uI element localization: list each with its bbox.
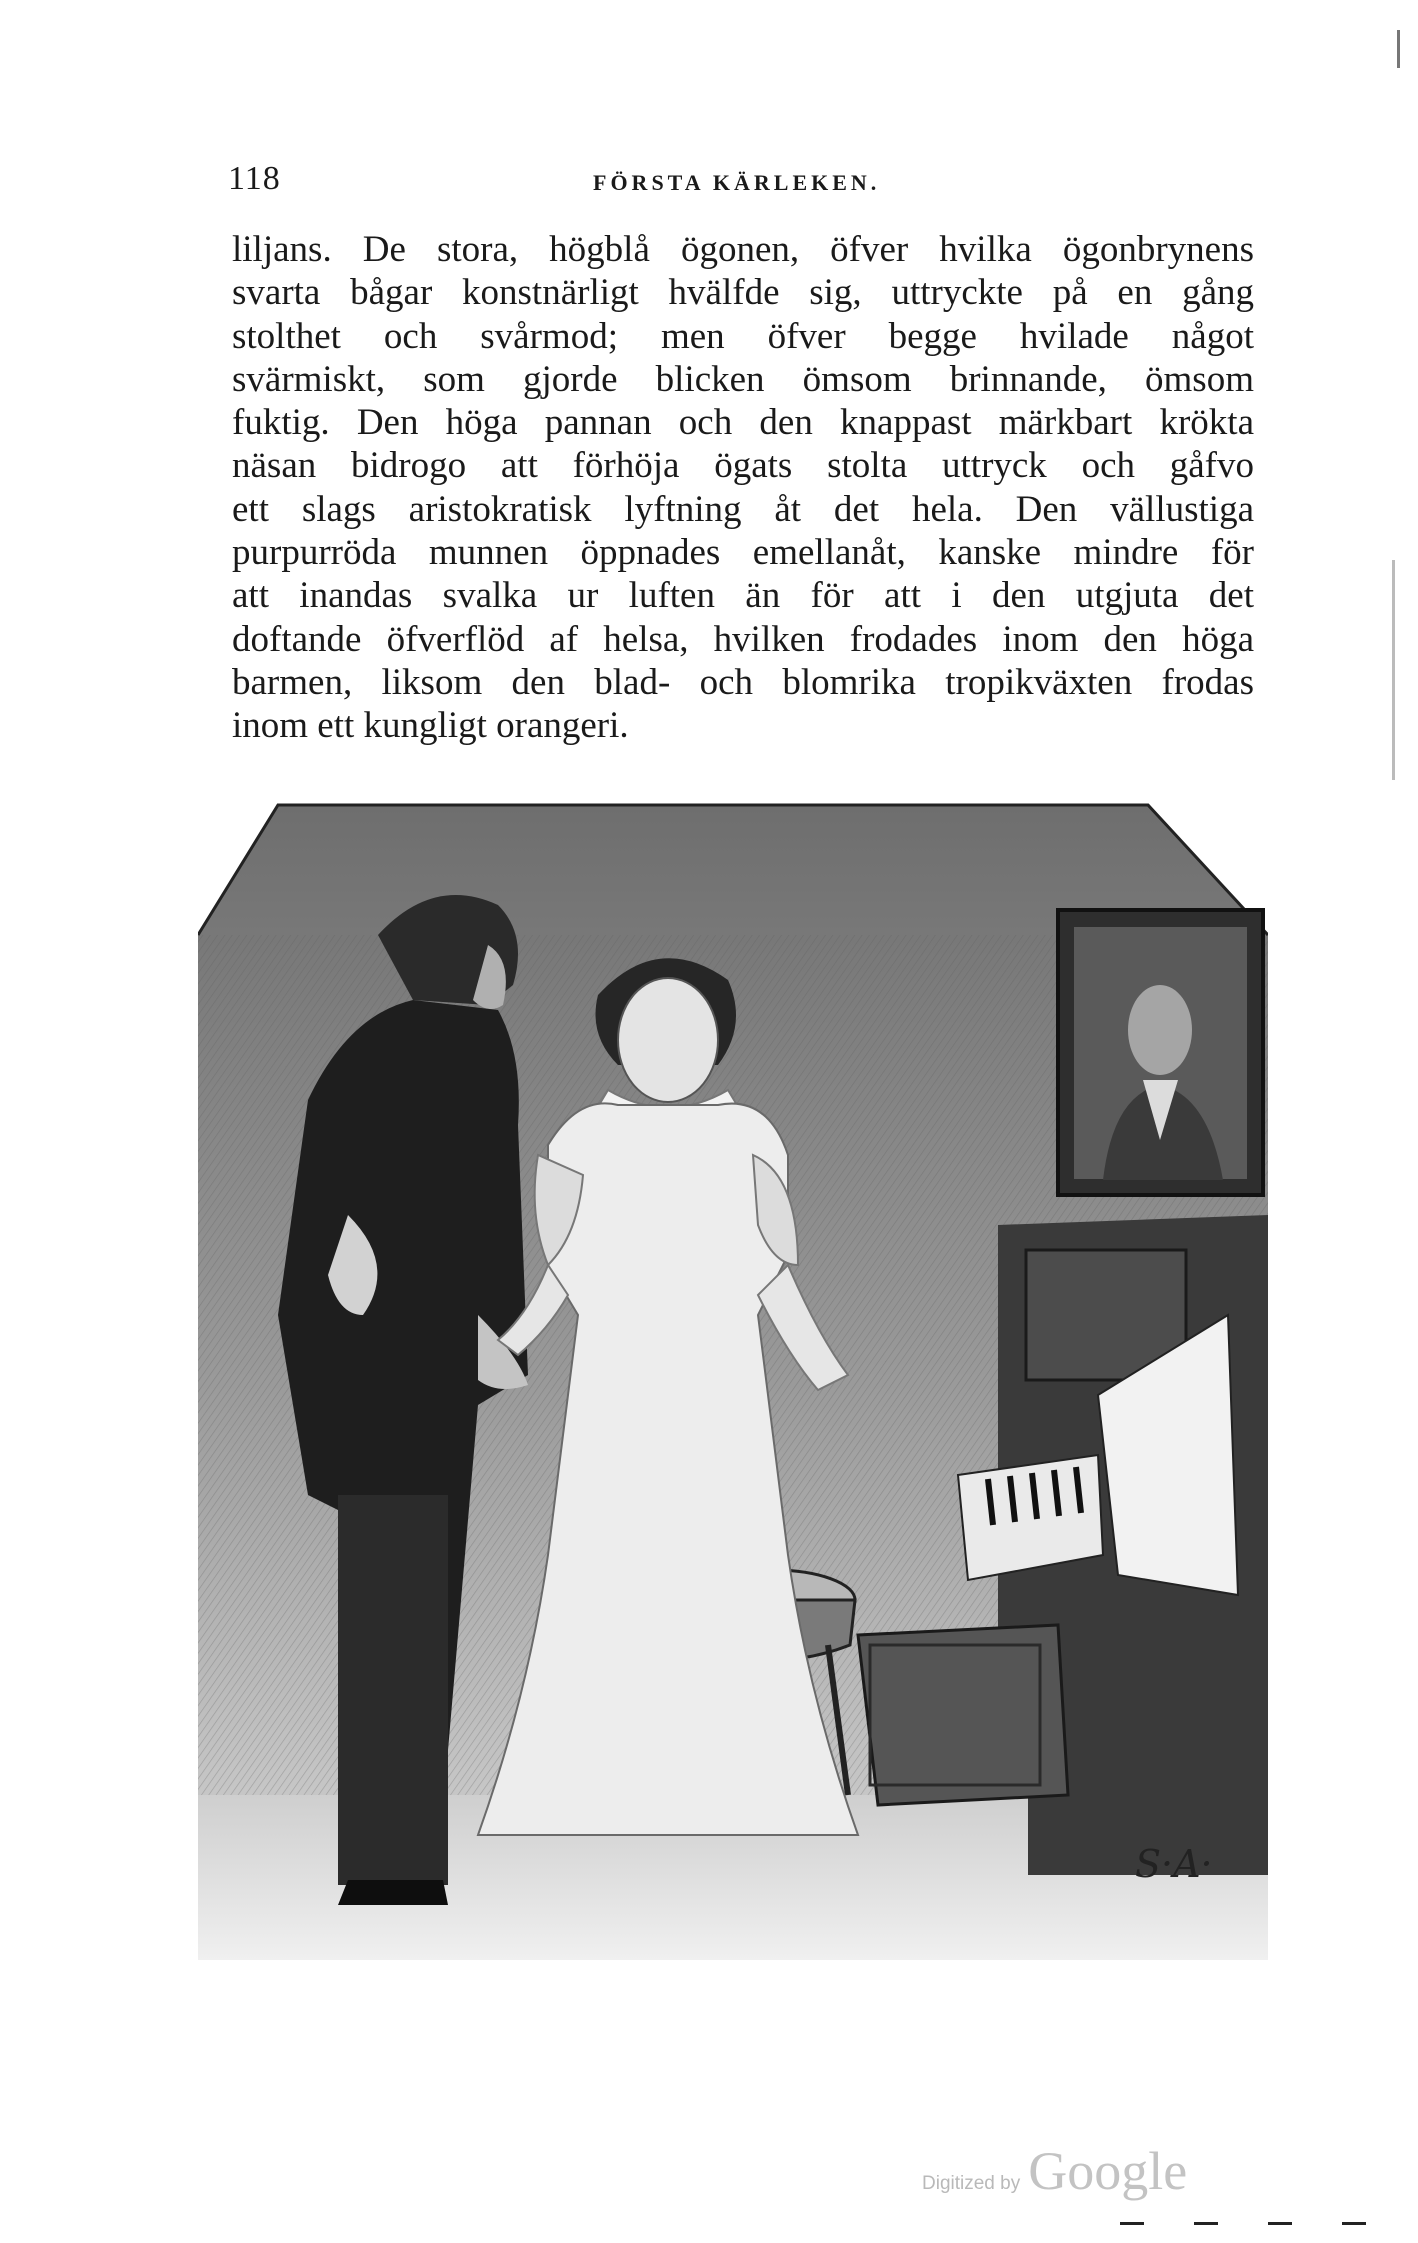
text-line: fuktig. Den höga pannan och den knappast märkbart krökta [232,402,1254,444]
text-line: doftande öfverflöd af helsa, hvilken frodades inom den höga [232,618,1254,660]
digitized-prefix: Digitized by [922,2173,1021,2194]
bottom-scan-marks [1120,2222,1400,2225]
body-paragraph [232,228,1254,748]
text-line: liljans. De stora, högblå ögonen, öfver hvilka ögonbrynens [232,229,1254,270]
engraving-illustration [198,795,1268,1960]
margin-rule [1392,560,1395,780]
page-number: 118 [228,160,281,197]
text-line: stolthet och svårmod; men öfver begge hvilade något [232,315,1254,357]
text-line: ett slags aristokratisk lyftning åt det hela. Den vällustiga [232,488,1254,530]
text-line: purpurröda munnen öppnades emellanåt, kanske mindre för [232,532,1254,574]
text-line: inom ett kungligt orangeri. [232,705,629,747]
wall-portrait [1058,910,1263,1195]
illustration-drawing [198,795,1268,1960]
text-line: att inandas svalka ur luften än för att i den utgjuta det [232,575,1254,617]
text-line: svärmiskt, som gjorde blicken ömsom brinnande, ömsom [232,358,1254,400]
text-line: svarta bågar konstnärligt hvälfde sig, uttryckte på en gång [232,272,1254,314]
running-title: FÖRSTA KÄRLEKEN. [593,170,881,195]
digitized-watermark [922,2140,1187,2202]
text-line: näsan bidrogo att förhöja ögats stolta uttryck och gåfvo [232,445,1254,487]
margin-mark [1397,30,1400,68]
artist-signature: S·A· [1135,1842,1213,1886]
digitized-brand: Google [1028,2141,1188,2201]
text-line: barmen, liksom den blad- och blomrika tropikväxten frodas [232,661,1254,703]
